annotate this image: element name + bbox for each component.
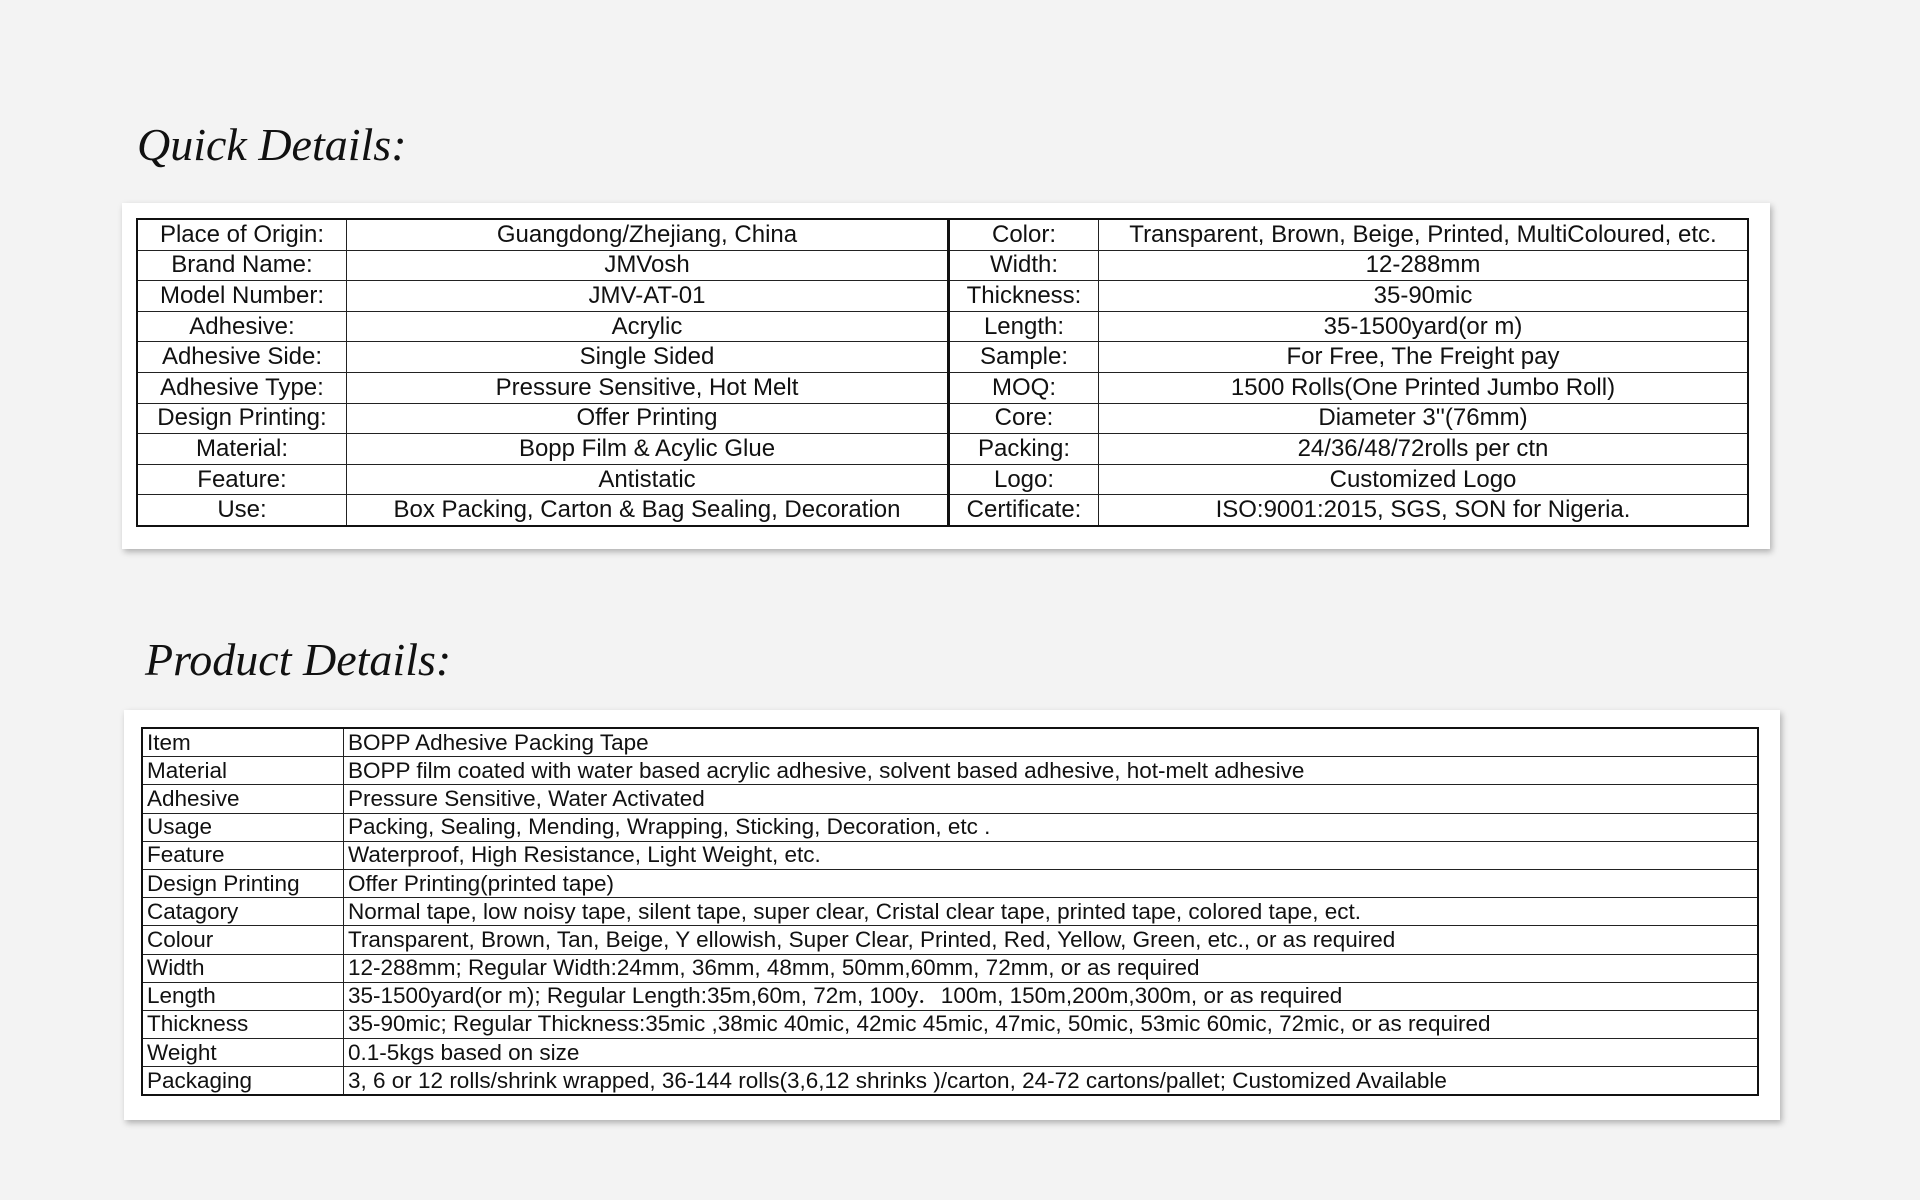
detail-key: Adhesive <box>142 785 344 813</box>
spec-label: Logo: <box>949 464 1099 495</box>
detail-value: 35-1500yard(or m); Regular Length:35m,60m, 72m, 100y．100m, 150m,200m,300m, or as required <box>344 982 1759 1010</box>
quick-details-row <box>137 495 1748 526</box>
quick-details-row <box>137 342 1748 373</box>
quick-details-row <box>137 219 1748 250</box>
detail-key: Packaging <box>142 1067 344 1096</box>
product-details-row <box>142 785 1758 813</box>
detail-key: Thickness <box>142 1010 344 1038</box>
quick-details-row <box>137 281 1748 312</box>
detail-value: BOPP film coated with water based acrylic adhesive, solvent based adhesive, hot-melt adhesive <box>344 757 1759 785</box>
spec-label: MOQ: <box>949 372 1099 403</box>
detail-value: 3, 6 or 12 rolls/shrink wrapped, 36-144 rolls(3,6,12 shrinks )/carton, 24-72 cartons/pallet; Customized Available <box>344 1067 1759 1096</box>
spec-value: JMV-AT-01 <box>347 281 949 312</box>
spec-value: Acrylic <box>347 311 949 342</box>
product-details-card <box>124 710 1780 1120</box>
detail-key: Weight <box>142 1039 344 1067</box>
detail-value: 12-288mm; Regular Width:24mm, 36mm, 48mm, 50mm,60mm, 72mm, or as required <box>344 954 1759 982</box>
spec-value: Customized Logo <box>1099 464 1749 495</box>
quick-details-title: Quick Details: <box>137 119 407 170</box>
spec-label: Use: <box>137 495 347 526</box>
detail-key: Length <box>142 982 344 1010</box>
detail-value: Normal tape, low noisy tape, silent tape, super clear, Cristal clear tape, printed tape, colored tape, ect. <box>344 898 1759 926</box>
detail-value: BOPP Adhesive Packing Tape <box>344 728 1759 757</box>
product-details-row <box>142 813 1758 841</box>
product-details-row <box>142 982 1758 1010</box>
spec-value: JMVosh <box>347 250 949 281</box>
product-details-row <box>142 954 1758 982</box>
spec-label: Model Number: <box>137 281 347 312</box>
detail-key: Usage <box>142 813 344 841</box>
quick-details-row <box>137 311 1748 342</box>
product-details-row <box>142 869 1758 897</box>
spec-label: Length: <box>949 311 1099 342</box>
spec-value: Diameter 3''(76mm) <box>1099 403 1749 434</box>
spec-value: Offer Printing <box>347 403 949 434</box>
spec-value: For Free, The Freight pay <box>1099 342 1749 373</box>
spec-label: Width: <box>949 250 1099 281</box>
detail-value: Packing, Sealing, Mending, Wrapping, Sticking, Decoration, etc . <box>344 813 1759 841</box>
spec-label: Adhesive Side: <box>137 342 347 373</box>
detail-value: Waterproof, High Resistance, Light Weight, etc. <box>344 841 1759 869</box>
product-details-row <box>142 757 1758 785</box>
quick-details-card <box>122 203 1770 549</box>
detail-key: Width <box>142 954 344 982</box>
spec-value: 1500 Rolls(One Printed Jumbo Roll) <box>1099 372 1749 403</box>
spec-label: Sample: <box>949 342 1099 373</box>
spec-value: 24/36/48/72rolls per ctn <box>1099 434 1749 465</box>
product-details-row <box>142 898 1758 926</box>
spec-value: Antistatic <box>347 464 949 495</box>
detail-key: Design Printing <box>142 869 344 897</box>
spec-label: Design Printing: <box>137 403 347 434</box>
spec-label: Place of Origin: <box>137 219 347 250</box>
product-details-title: Product Details: <box>145 634 452 685</box>
quick-details-row <box>137 434 1748 465</box>
spec-label: Adhesive: <box>137 311 347 342</box>
product-details-row <box>142 728 1758 757</box>
spec-label: Adhesive Type: <box>137 372 347 403</box>
spec-value: 35-1500yard(or m) <box>1099 311 1749 342</box>
detail-value: Offer Printing(printed tape) <box>344 869 1759 897</box>
detail-value: Pressure Sensitive, Water Activated <box>344 785 1759 813</box>
spec-value: ISO:9001:2015, SGS, SON for Nigeria. <box>1099 495 1749 526</box>
spec-label: Color: <box>949 219 1099 250</box>
quick-details-table <box>136 218 1749 527</box>
quick-details-row <box>137 464 1748 495</box>
spec-label: Certificate: <box>949 495 1099 526</box>
product-details-row <box>142 1010 1758 1038</box>
spec-label: Material: <box>137 434 347 465</box>
spec-value: Single Sided <box>347 342 949 373</box>
product-details-row <box>142 926 1758 954</box>
product-details-row <box>142 841 1758 869</box>
detail-key: Colour <box>142 926 344 954</box>
spec-value: Transparent, Brown, Beige, Printed, MultiColoured, etc. <box>1099 219 1749 250</box>
spec-value: Bopp Film & Acylic Glue <box>347 434 949 465</box>
quick-details-row <box>137 372 1748 403</box>
product-details-row <box>142 1039 1758 1067</box>
quick-details-row <box>137 403 1748 434</box>
product-details-table <box>141 727 1759 1096</box>
spec-value: 35-90mic <box>1099 281 1749 312</box>
spec-value: Guangdong/Zhejiang, China <box>347 219 949 250</box>
spec-label: Packing: <box>949 434 1099 465</box>
detail-key: Feature <box>142 841 344 869</box>
spec-label: Thickness: <box>949 281 1099 312</box>
quick-details-row <box>137 250 1748 281</box>
spec-value: Pressure Sensitive, Hot Melt <box>347 372 949 403</box>
spec-label: Core: <box>949 403 1099 434</box>
spec-value: Box Packing, Carton & Bag Sealing, Decoration <box>347 495 949 526</box>
detail-value: Transparent, Brown, Tan, Beige, Y ellowish, Super Clear, Printed, Red, Yellow, Green, etc., or as required <box>344 926 1759 954</box>
detail-value: 0.1-5kgs based on size <box>344 1039 1759 1067</box>
detail-value: 35-90mic; Regular Thickness:35mic ,38mic 40mic, 42mic 45mic, 47mic, 50mic, 53mic 60mic, 72mic, or as required <box>344 1010 1759 1038</box>
detail-key: Material <box>142 757 344 785</box>
product-details-row <box>142 1067 1758 1096</box>
detail-key: Catagory <box>142 898 344 926</box>
spec-label: Feature: <box>137 464 347 495</box>
spec-value: 12-288mm <box>1099 250 1749 281</box>
detail-key: Item <box>142 728 344 757</box>
spec-label: Brand Name: <box>137 250 347 281</box>
